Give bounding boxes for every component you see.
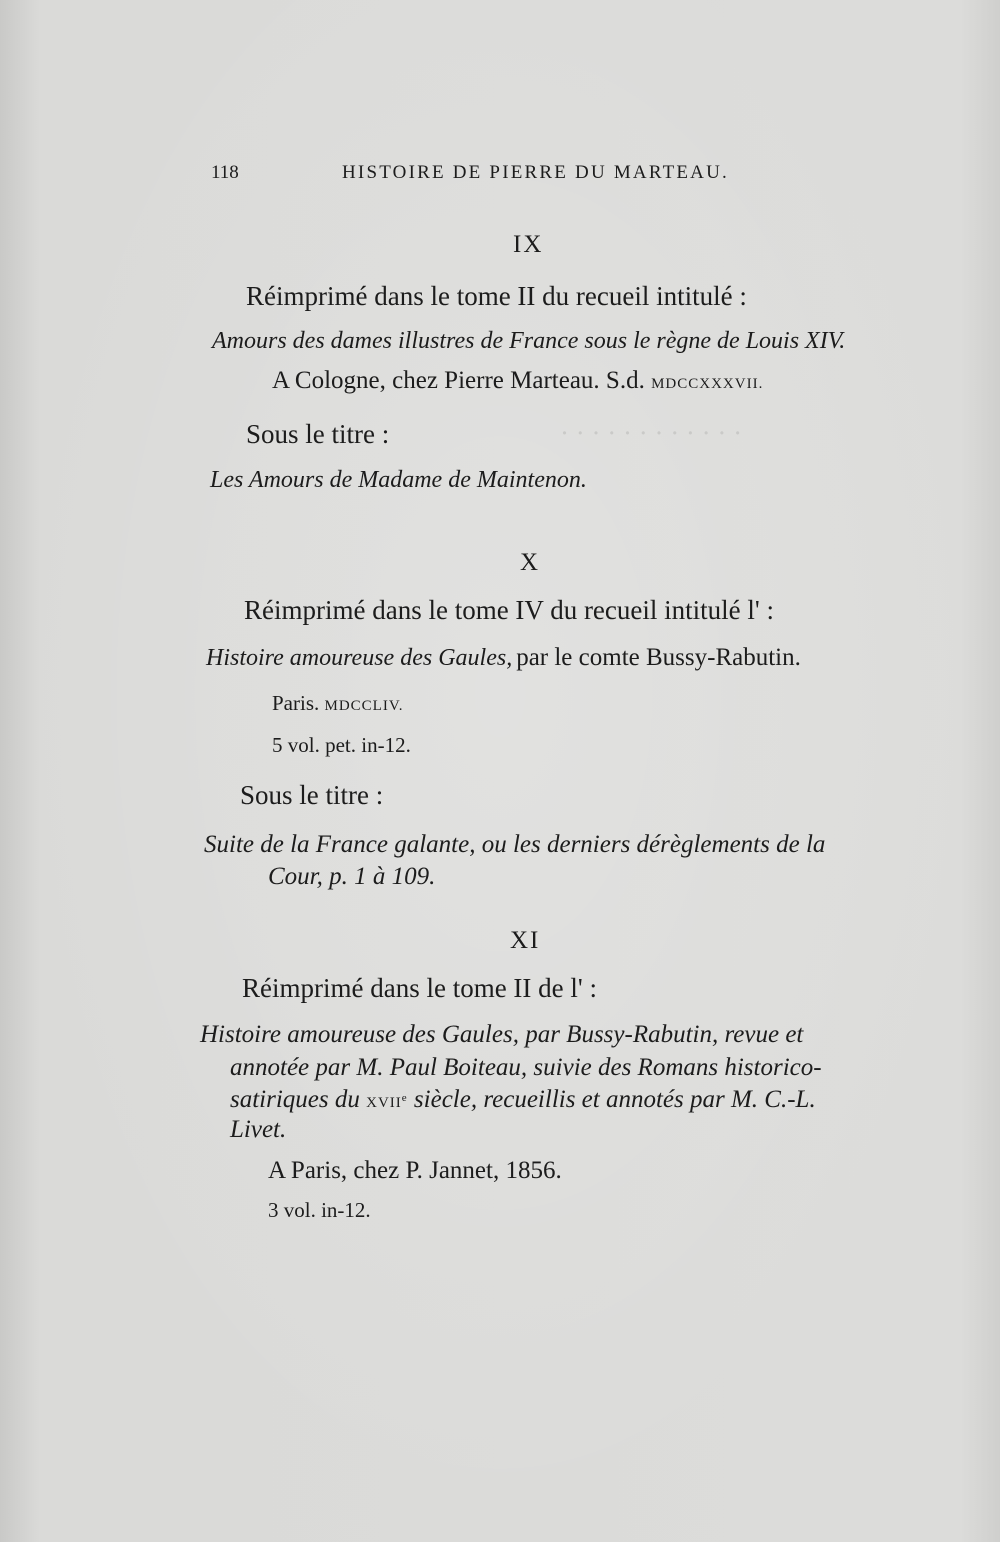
imprint-xi: A Paris, chez P. Jannet, 1856. (268, 1157, 562, 1184)
alt-title-x-line2: Cour, p. 1 à 109. (268, 863, 436, 890)
alt-title-x-line1: Suite de la France galante, ou les derniers dérèglements de la (204, 831, 826, 858)
format-xi: 3 vol. in-12. (268, 1198, 371, 1222)
work-title-xi-line3 (230, 1087, 816, 1112)
reprint-note-ix: Réimprimé dans le tome II du recueil intitulé : (246, 281, 747, 311)
work-title-xi-line1: Histoire amoureuse des Gaules, par Bussy-Rabutin, revue et (200, 1021, 804, 1048)
xi-century-numeral: XVII (366, 1095, 402, 1111)
xi-century-sup: e (401, 1092, 408, 1104)
work-title-x-italic: Histoire amoureuse des Gaules, (206, 645, 513, 671)
imprint-place-x: Paris. (272, 691, 320, 715)
under-title-ix: Sous le titre : (246, 419, 390, 449)
xi-line3-end: siècle, recueillis et annotés par M. C.-L. (413, 1086, 816, 1113)
under-title-x: Sous le titre : (240, 780, 384, 810)
xi-century (366, 1092, 408, 1111)
imprint-x (272, 693, 404, 714)
show-through-text: · · · · · · · · · · · · (560, 418, 743, 448)
imprint-ix (272, 368, 763, 393)
format-x: 5 vol. pet. in-12. (272, 733, 411, 757)
section-number-xi: XI (510, 927, 541, 954)
work-title-xi-line2: annotée par M. Paul Boiteau, suivie des Romans historico- (230, 1054, 822, 1081)
running-title: HISTOIRE DE PIERRE DU MARTEAU. (342, 162, 729, 183)
alt-title-ix: Les Amours de Madame de Maintenon. (210, 467, 587, 493)
reprint-note-xi: Réimprimé dans le tome II de l' : (242, 973, 598, 1003)
imprint-year-x: MDCCLIV. (324, 698, 404, 714)
work-title-ix: Amours des dames illustres de France sous le règne de Louis XIV. (212, 328, 846, 354)
work-title-xi-line4: Livet. (230, 1116, 287, 1143)
imprint-place-ix: A Cologne, chez Pierre Marteau. S.d. (272, 367, 645, 394)
imprint-year-ix: MDCCXXXVII. (651, 376, 764, 392)
xi-line3-start: satiriques du (230, 1086, 360, 1113)
section-number-x: X (520, 549, 541, 576)
page-number: 118 (211, 162, 239, 183)
section-number-ix: IX (513, 231, 544, 258)
work-author-x: par le comte Bussy-Rabutin. (516, 644, 801, 671)
reprint-note-x: Réimprimé dans le tome IV du recueil intitulé l' : (244, 595, 774, 625)
work-title-x (206, 645, 801, 670)
